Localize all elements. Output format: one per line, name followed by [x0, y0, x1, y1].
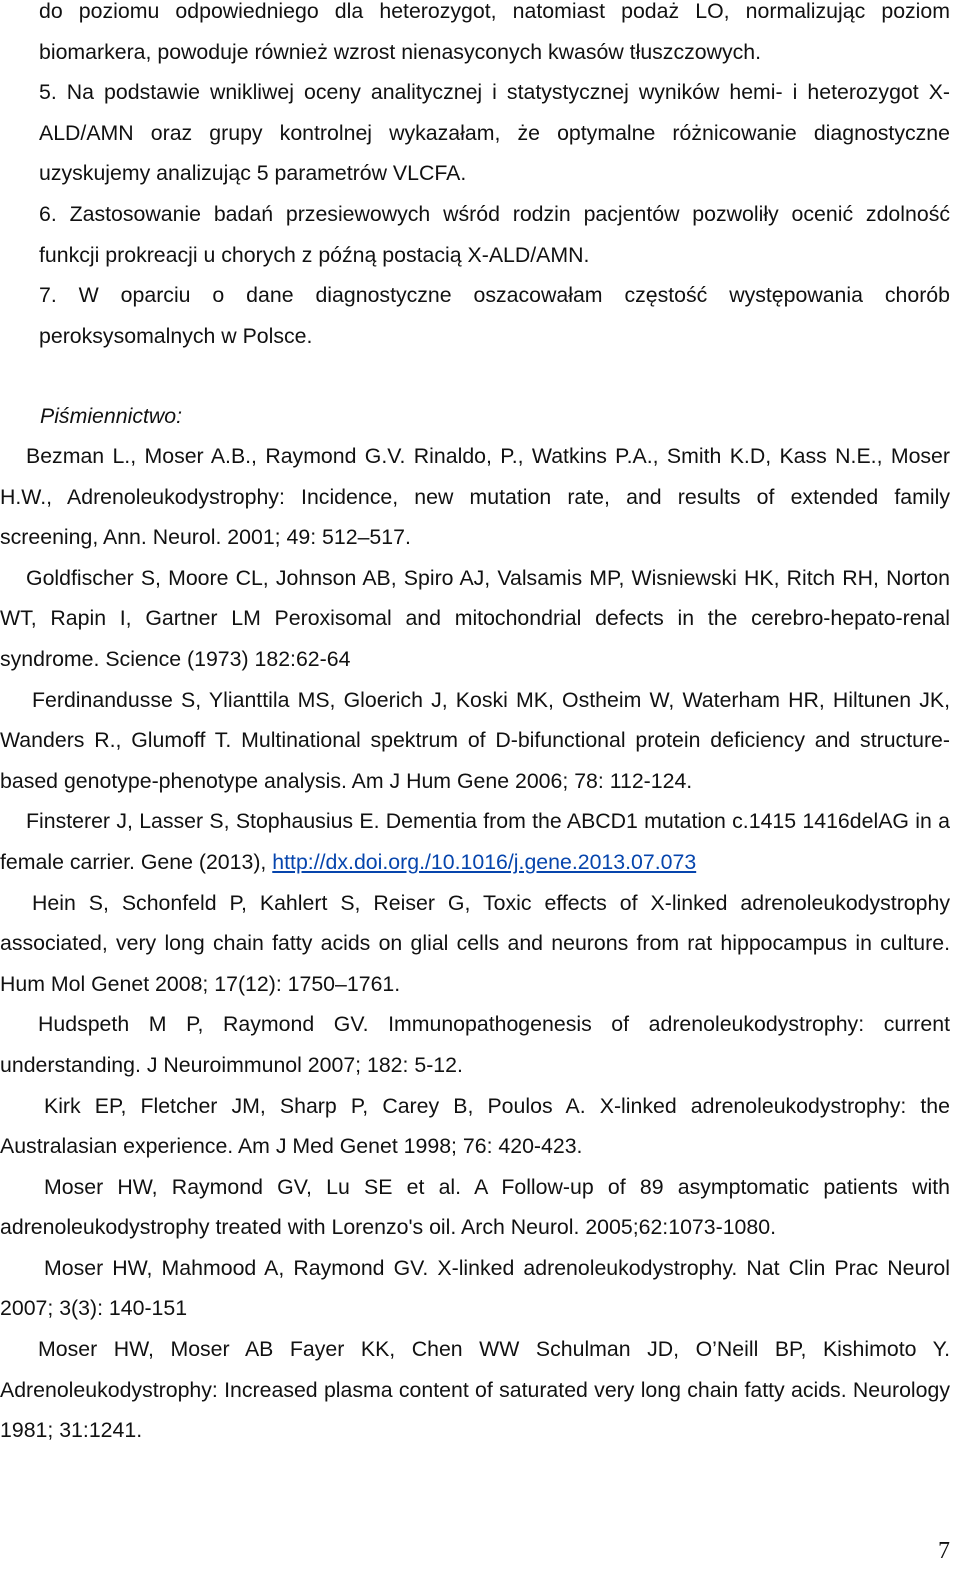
paragraph-continuation: do poziomu odpowiedniego dla heterozygot, natomiast podaż LO, normalizując poziom biomarkera, powoduje również wzrost nienasyconych kwasów tłuszczowych.: [39, 0, 950, 64]
reference-item: Moser HW, Moser AB Fayer KK, Chen WW Schulman JD, O’Neill BP, Kishimoto Y. Adrenoleukodystrophy: Increased plasma content of saturated very long chain fatty acids. Neurology 1981; 31:1241.: [0, 1337, 950, 1443]
reference-item: Moser HW, Mahmood A, Raymond GV. X-linked adrenoleukodystrophy. Nat Clin Prac Neurol 2007; 3(3): 140-151: [0, 1255, 950, 1321]
body-text: [0, 0, 950, 356]
reference-item: [0, 801, 950, 882]
list-item-7: 7. W oparciu o dane diagnostyczne oszacowałam częstość występowania chorób peroksysomalnych w Polsce.: [39, 283, 950, 348]
reference-item: Moser HW, Raymond GV, Lu SE et al. A Follow-up of 89 asymptomatic patients with adrenoleukodystrophy treated with Lorenzo's oil. Arch Neurol. 2005;62:1073-1080.: [0, 1174, 950, 1240]
reference-item: Hein S, Schonfeld P, Kahlert S, Reiser G, Toxic effects of X-linked adrenoleukodystrophy associated, very long chain fatty acids on glial cells and neurons from rat hippocampus in culture. Hum Mol Genet 2008; 17(12): 1750–1761.: [0, 890, 950, 996]
reference-item: Ferdinandusse S, Ylianttila MS, Gloerich J, Koski MK, Ostheim W, Waterham HR, Hiltunen JK, Wanders R., Glumoff T. Multinational spektrum of D-bifunctional protein deficiency and structure- based genotype-phenotype analysis. Am J Hum Gene 2006; 78: 112-124.: [0, 687, 950, 793]
page-number: 7: [938, 1538, 950, 1564]
doi-link[interactable]: http://dx.doi.org./10.1016/j.gene.2013.07.073: [272, 849, 697, 874]
reference-item: Goldfischer S, Moore CL, Johnson AB, Spiro AJ, Valsamis MP, Wisniewski HK, Ritch RH, Norton WT, Rapin I, Gartner LM Peroxisomal and mitochondrial defects in the cerebro-hepato-renal syndrome. Science (1973) 182:62-64: [0, 565, 950, 671]
list-item-5: 5. Na podstawie wnikliwej oceny analitycznej i statystycznej wyników hemi- i heterozygot X-ALD/AMN oraz grupy kontrolnej wykazałam, że optymalne różnicowanie diagnostyczne uzyskujemy analizując 5 parametrów VLCFA.: [39, 80, 950, 186]
references-heading: Piśmiennictwo:: [40, 404, 183, 428]
list-item-6: 6. Zastosowanie badań przesiewowych wśród rodzin pacjentów pozwoliły ocenić zdolność funkcji prokreacji u chorych z późną postacią X-ALD/AMN.: [39, 201, 950, 267]
reference-item: Hudspeth M P, Raymond GV. Immunopathogenesis of adrenoleukodystrophy: current understanding. J Neuroimmunol 2007; 182: 5-12.: [0, 1012, 950, 1077]
reference-item: Kirk EP, Fletcher JM, Sharp P, Carey B, Poulos A. X-linked adrenoleukodystrophy: the Australasian experience. Am J Med Genet 1998; 76: 420-423.: [0, 1093, 950, 1159]
references-list: [0, 436, 950, 1451]
reference-item: Bezman L., Moser A.B., Raymond G.V. Rinaldo, P., Watkins P.A., Smith K.D, Kass N.E., Moser H.W., Adrenoleukodystrophy: Incidence, new mutation rate, and results of extended family screening, Ann. Neurol. 2001; 49: 512–517.: [0, 444, 950, 550]
reference-text: Finsterer J, Lasser S, Stophausius E. Dementia from the ABCD1 mutation c.1415 1416delAG in a female carrier. Gene (2013),: [0, 809, 950, 874]
